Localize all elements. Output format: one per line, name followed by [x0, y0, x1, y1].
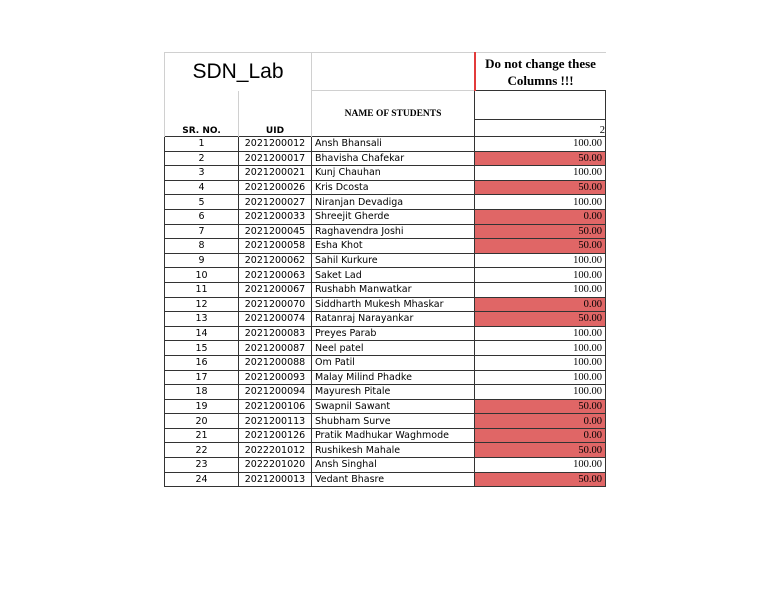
student-name-cell[interactable]: Om Patil — [312, 355, 475, 370]
uid-cell[interactable]: 2021200087 — [239, 341, 312, 356]
table-row — [165, 312, 606, 327]
uid-cell[interactable]: 2021200017 — [239, 151, 312, 166]
mark-cell[interactable]: 50.00 — [475, 239, 606, 254]
student-name-cell[interactable]: Rushabh Manwatkar — [312, 282, 475, 297]
table-row — [165, 151, 606, 166]
mark-cell[interactable]: 0.00 — [475, 428, 606, 443]
student-name-cell[interactable]: Niranjan Devadiga — [312, 195, 475, 210]
sr-no-cell[interactable]: 18 — [165, 385, 239, 400]
uid-cell[interactable]: 2021200074 — [239, 312, 312, 327]
sheet-title[interactable]: SDN_Lab — [165, 53, 312, 91]
uid-cell[interactable]: 2021200094 — [239, 385, 312, 400]
student-name-cell[interactable]: Vedant Bhasre — [312, 472, 475, 487]
student-name-cell[interactable]: Shubham Surve — [312, 414, 475, 429]
sr-no-cell[interactable]: 17 — [165, 370, 239, 385]
table-row — [165, 326, 606, 341]
mark-cell[interactable]: 100.00 — [475, 458, 606, 473]
title-row — [165, 53, 606, 91]
student-name-cell[interactable]: Shreejit Gherde — [312, 209, 475, 224]
uid-cell[interactable]: 2022201020 — [239, 458, 312, 473]
sr-no-cell[interactable]: 21 — [165, 428, 239, 443]
table-row — [165, 370, 606, 385]
table-row — [165, 297, 606, 312]
table-row — [165, 239, 606, 254]
student-name-cell[interactable]: Kunj Chauhan — [312, 166, 475, 181]
sr-no-cell[interactable]: 11 — [165, 282, 239, 297]
sr-no-cell[interactable]: 10 — [165, 268, 239, 283]
table-row — [165, 166, 606, 181]
mark-cell[interactable]: 0.00 — [475, 297, 606, 312]
student-name-cell[interactable]: Saket Lad — [312, 268, 475, 283]
mark-cell[interactable]: 100.00 — [475, 370, 606, 385]
table-row — [165, 180, 606, 195]
header-row — [165, 91, 606, 120]
uid-cell[interactable]: 2021200070 — [239, 297, 312, 312]
name-of-students-header[interactable]: NAME OF STUDENTS — [312, 91, 475, 137]
uid-cell[interactable]: 2021200027 — [239, 195, 312, 210]
mark-cell[interactable]: 100.00 — [475, 282, 606, 297]
sr-no-cell[interactable]: 15 — [165, 341, 239, 356]
uid-cell[interactable]: 2021200062 — [239, 253, 312, 268]
mark-cell[interactable]: 100.00 — [475, 355, 606, 370]
sr-no-cell[interactable]: 22 — [165, 443, 239, 458]
empty-header-cell[interactable] — [475, 91, 606, 120]
mark-cell[interactable]: 100.00 — [475, 268, 606, 283]
table-row — [165, 355, 606, 370]
uid-cell[interactable]: 2022201012 — [239, 443, 312, 458]
student-name-cell[interactable]: Siddharth Mukesh Mhaskar — [312, 297, 475, 312]
table-row — [165, 209, 606, 224]
mark-cell[interactable]: 100.00 — [475, 385, 606, 400]
uid-cell[interactable]: 2021200067 — [239, 282, 312, 297]
uid-cell[interactable]: 2021200113 — [239, 414, 312, 429]
sr-no-cell[interactable]: 7 — [165, 224, 239, 239]
student-name-cell[interactable]: Raghavendra Joshi — [312, 224, 475, 239]
uid-cell[interactable]: 2021200083 — [239, 326, 312, 341]
student-name-cell[interactable]: Malay Milind Phadke — [312, 370, 475, 385]
mark-cell[interactable]: 100.00 — [475, 341, 606, 356]
mark-cell[interactable]: 100.00 — [475, 326, 606, 341]
mark-cell[interactable]: 50.00 — [475, 312, 606, 327]
uid-cell[interactable]: 2021200026 — [239, 180, 312, 195]
student-name-cell[interactable]: Kris Dcosta — [312, 180, 475, 195]
blank-cell[interactable] — [312, 53, 475, 91]
sr-no-cell[interactable]: 12 — [165, 297, 239, 312]
sr-no-cell[interactable]: 2 — [165, 151, 239, 166]
mark-cell[interactable]: 100.00 — [475, 195, 606, 210]
mark-cell[interactable]: 50.00 — [475, 472, 606, 487]
mark-cell[interactable]: 50.00 — [475, 399, 606, 414]
sr-no-cell[interactable]: 20 — [165, 414, 239, 429]
student-name-cell[interactable]: Sahil Kurkure — [312, 253, 475, 268]
session-count-cell[interactable]: 2 — [475, 120, 606, 137]
sr-no-cell[interactable]: 19 — [165, 399, 239, 414]
student-name-cell[interactable]: Ansh Singhal — [312, 458, 475, 473]
mark-cell[interactable]: 0.00 — [475, 209, 606, 224]
table-row — [165, 443, 606, 458]
uid-cell[interactable]: 2021200013 — [239, 472, 312, 487]
student-name-cell[interactable]: Ansh Bhansali — [312, 137, 475, 152]
uid-cell[interactable]: 2021200021 — [239, 166, 312, 181]
table-row — [165, 385, 606, 400]
mark-cell[interactable]: 100.00 — [475, 137, 606, 152]
uid-cell[interactable]: 2021200058 — [239, 239, 312, 254]
table-row — [165, 224, 606, 239]
student-name-cell[interactable]: Bhavisha Chafekar — [312, 151, 475, 166]
student-name-cell[interactable]: Esha Khot — [312, 239, 475, 254]
table-row — [165, 268, 606, 283]
uid-cell[interactable]: 2021200045 — [239, 224, 312, 239]
mark-cell[interactable]: 50.00 — [475, 224, 606, 239]
uid-header[interactable]: UID — [239, 91, 312, 137]
mark-cell[interactable]: 100.00 — [475, 253, 606, 268]
mark-cell[interactable]: 50.00 — [475, 443, 606, 458]
mark-cell[interactable]: 50.00 — [475, 180, 606, 195]
uid-cell[interactable]: 2021200012 — [239, 137, 312, 152]
sr-no-cell[interactable]: 13 — [165, 312, 239, 327]
mark-cell[interactable]: 100.00 — [475, 166, 606, 181]
student-name-cell[interactable]: Preyes Parab — [312, 326, 475, 341]
sr-no-cell[interactable]: 4 — [165, 180, 239, 195]
uid-cell[interactable]: 2021200126 — [239, 428, 312, 443]
sr-no-cell[interactable]: 16 — [165, 355, 239, 370]
table-row — [165, 195, 606, 210]
uid-cell[interactable]: 2021200063 — [239, 268, 312, 283]
table-row — [165, 399, 606, 414]
student-name-cell[interactable]: Ratanraj Narayankar — [312, 312, 475, 327]
sr-no-cell[interactable]: 24 — [165, 472, 239, 487]
sr-no-cell[interactable]: 1 — [165, 137, 239, 152]
sr-no-cell[interactable]: 8 — [165, 239, 239, 254]
student-name-cell[interactable]: Neel patel — [312, 341, 475, 356]
sr-no-cell[interactable]: 6 — [165, 209, 239, 224]
student-name-cell[interactable]: Swapnil Sawant — [312, 399, 475, 414]
uid-cell[interactable]: 2021200106 — [239, 399, 312, 414]
uid-cell[interactable]: 2021200093 — [239, 370, 312, 385]
student-name-cell[interactable]: Mayuresh Pitale — [312, 385, 475, 400]
attendance-sheet-table — [164, 52, 606, 487]
table-row — [165, 282, 606, 297]
table-row — [165, 428, 606, 443]
sr-no-header[interactable]: SR. NO. — [165, 91, 239, 137]
sr-no-cell[interactable]: 14 — [165, 326, 239, 341]
table-row — [165, 414, 606, 429]
sr-no-cell[interactable]: 9 — [165, 253, 239, 268]
sr-no-cell[interactable]: 23 — [165, 458, 239, 473]
sr-no-cell[interactable]: 3 — [165, 166, 239, 181]
table-row — [165, 458, 606, 473]
mark-cell[interactable]: 50.00 — [475, 151, 606, 166]
student-name-cell[interactable]: Rushikesh Mahale — [312, 443, 475, 458]
table-row — [165, 137, 606, 152]
table-row — [165, 341, 606, 356]
warning-note[interactable]: Do not change these Columns !!! — [475, 53, 606, 91]
uid-cell[interactable]: 2021200088 — [239, 355, 312, 370]
student-name-cell[interactable]: Pratik Madhukar Waghmode — [312, 428, 475, 443]
uid-cell[interactable]: 2021200033 — [239, 209, 312, 224]
table-row — [165, 253, 606, 268]
table-row — [165, 472, 606, 487]
sr-no-cell[interactable]: 5 — [165, 195, 239, 210]
mark-cell[interactable]: 0.00 — [475, 414, 606, 429]
